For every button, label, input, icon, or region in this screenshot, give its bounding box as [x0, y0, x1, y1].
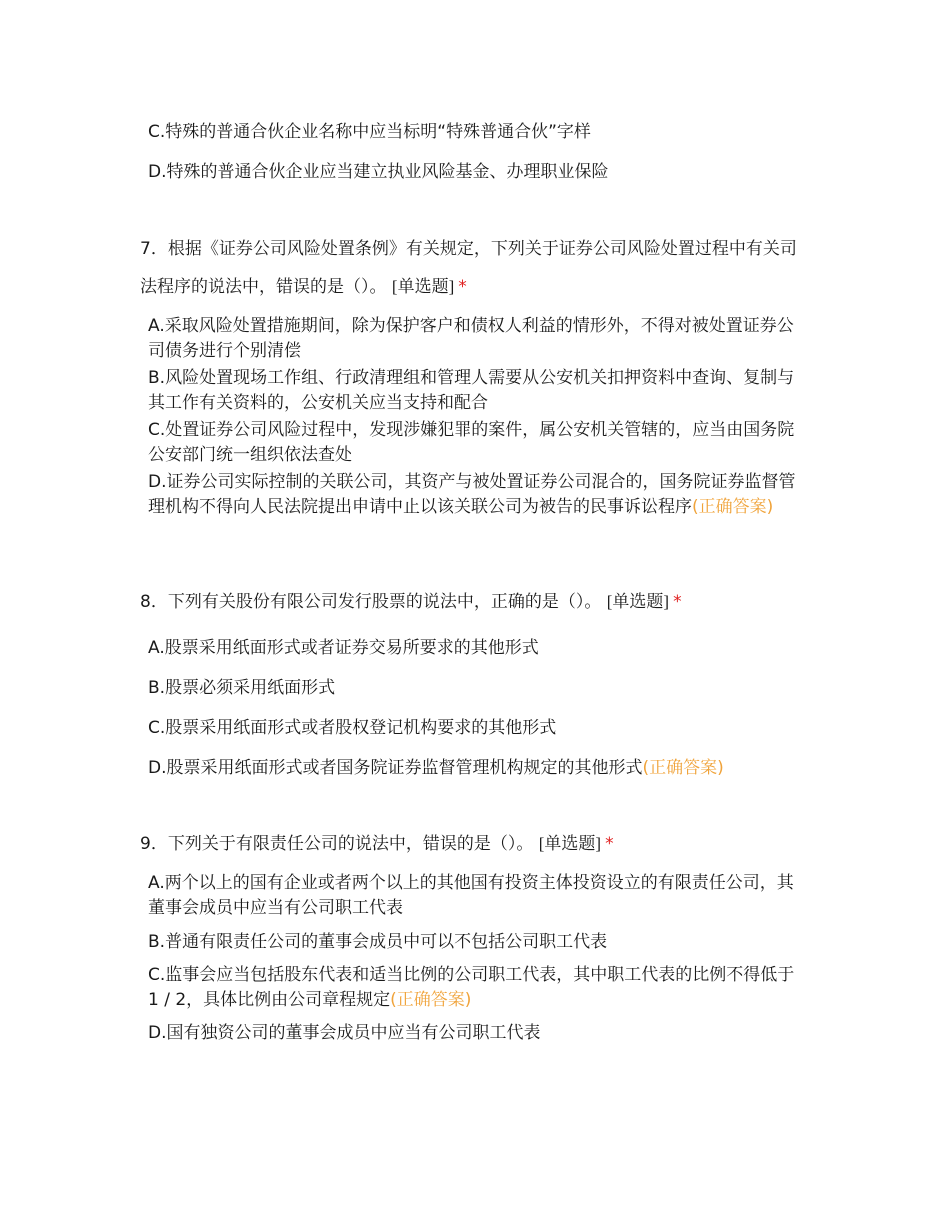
q7-option-c[interactable]: C.处置证券公司风险过程中，发现涉嫌犯罪的案件，属公安机关管辖的，应当由国务院公安部门统一组织依法查处 [148, 420, 795, 465]
q8-option-d[interactable]: D.股票采用纸面形式或者国务院证券监督管理机构规定的其他形式(正确答案) [148, 758, 724, 778]
q7-option-b[interactable]: B.风险处置现场工作组、行政清理组和管理人需要从公安机关扣押资料中查询、复制与其工作有关资料的，公安机关应当支持和配合 [148, 368, 795, 413]
q8-title: 8．下列有关股份有限公司发行股票的说法中，正确的是（）。 [单选题] * [140, 592, 682, 612]
q7-type-tag: [单选题] [391, 277, 455, 296]
q6-option-d[interactable]: D.特殊的普通合伙企业应当建立执业风险基金、办理职业保险 [148, 162, 609, 182]
q9-option-d[interactable]: D.国有独资公司的董事会成员中应当有公司职工代表 [148, 1023, 541, 1043]
q9-option-c[interactable]: C.监事会应当包括股东代表和适当比例的公司职工代表，其中职工代表的比例不得低于 1 / 2，具体比例由公司章程规定(正确答案) [148, 965, 795, 1010]
q8-required-mark: * [673, 592, 682, 612]
q6-option-c[interactable]: C.特殊的普通合伙企业名称中应当标明“特殊普通合伙”字样 [148, 122, 591, 142]
q9-type-tag: [单选题] [538, 834, 602, 853]
q9-title: 9．下列关于有限责任公司的说法中，错误的是（）。 [单选题] * [140, 834, 614, 854]
q7-required-mark: * [458, 277, 467, 297]
q9-required-mark: * [605, 834, 614, 854]
q8-correct-answer-label: (正确答案) [642, 758, 724, 778]
q7-title: 7．根据《证券公司风险处置条例》有关规定，下列关于证券公司风险处置过程中有关司法程序的说法中，错误的是（）。 [单选题] * [140, 239, 797, 297]
q9-option-b[interactable]: B.普通有限责任公司的董事会成员中可以不包括公司职工代表 [148, 932, 608, 952]
q7-correct-answer-label: (正确答案) [692, 497, 774, 517]
q7-option-d[interactable]: D.证券公司实际控制的关联公司，其资产与被处置证券公司混合的，国务院证券监督管理机构不得向人民法院提出申请中止以该关联公司为被告的民事诉讼程序(正确答案) [148, 472, 796, 517]
q9-option-a[interactable]: A.两个以上的国有企业或者两个以上的其他国有投资主体投资设立的有限责任公司，其董事会成员中应当有公司职工代表 [148, 873, 794, 918]
q8-option-b[interactable]: B.股票必须采用纸面形式 [148, 678, 336, 698]
q8-type-tag: [单选题] [606, 592, 670, 611]
q7-option-a[interactable]: A.采取风险处置措施期间，除为保护客户和债权人利益的情形外，不得对被处置证券公司债务进行个别清偿 [148, 316, 794, 361]
q8-option-c[interactable]: C.股票采用纸面形式或者股权登记机构要求的其他形式 [148, 718, 557, 738]
q9-correct-answer-label: (正确答案) [390, 990, 472, 1010]
q8-option-a[interactable]: A.股票采用纸面形式或者证券交易所要求的其他形式 [148, 638, 539, 658]
